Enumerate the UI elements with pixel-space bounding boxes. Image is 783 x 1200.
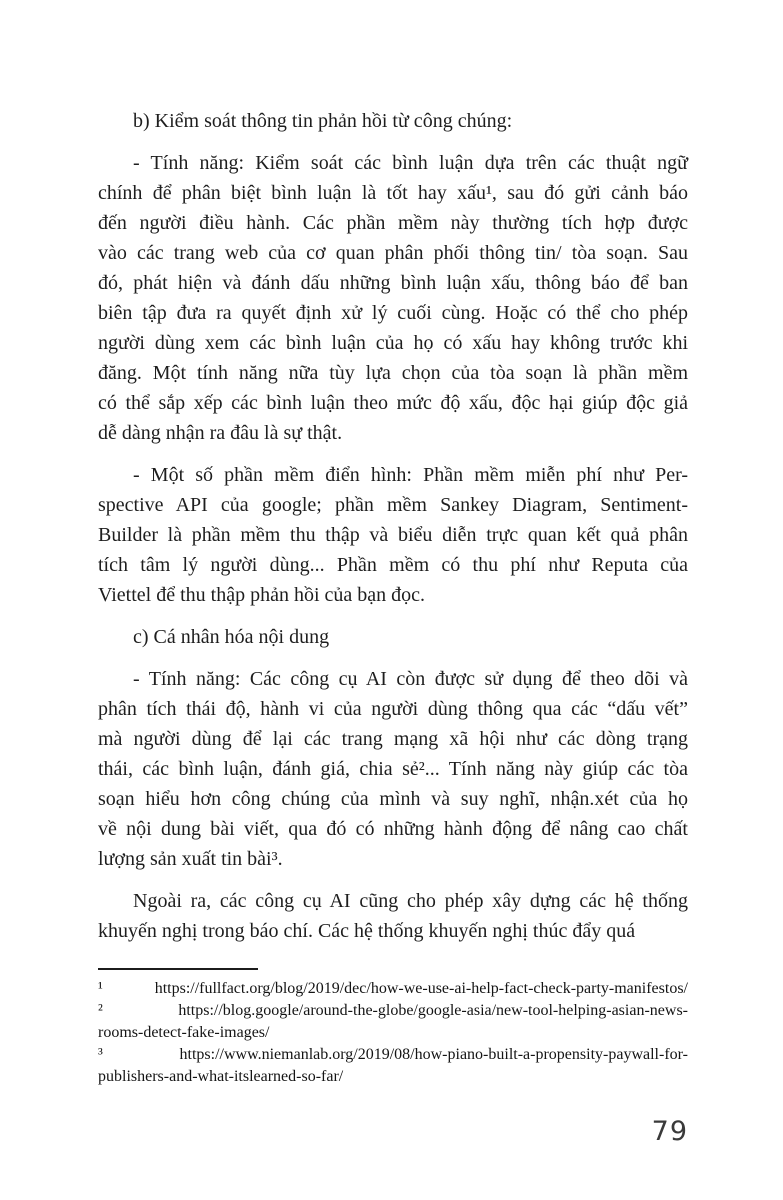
text-line: spective API của google; phần mềm Sankey Diagram, Sentiment-	[98, 494, 688, 516]
para-tinh-nang-ca-nhan-hoa	[98, 664, 688, 874]
section-c-heading	[98, 622, 688, 652]
text-line: biên tập đưa ra quyết định xử lý cuối cùng. Hoặc có thể cho phép	[98, 302, 688, 324]
text-line: dễ dàng nhận ra đâu là sự thật.	[98, 422, 343, 444]
page-number: 79	[651, 1116, 688, 1147]
text-line: Ngoài ra, các công cụ AI cũng cho phép xây dựng các hệ thống	[133, 890, 688, 912]
footnote-item	[98, 1044, 688, 1088]
section-b-heading	[98, 106, 688, 136]
footnote-separator	[98, 968, 258, 970]
text-line: - Một số phần mềm điển hình: Phần mềm miễn phí như Per-	[133, 464, 688, 486]
text-line: soạn hiểu hơn công chúng của mình và suy nghĩ, nhận.xét của họ	[98, 788, 688, 810]
footnote-line: ³ https://www.niemanlab.org/2019/08/how-piano-built-a-propensity-paywall-for-	[98, 1046, 688, 1063]
text-line: phân tích thái độ, hành vi của người dùng thông qua các “dấu vết”	[98, 698, 688, 720]
footnote-line: ² https://blog.google/around-the-globe/google-asia/new-tool-helping-asian-news-	[98, 1002, 688, 1019]
text-line: khuyến nghị trong báo chí. Các hệ thống khuyến nghị thúc đẩy quá	[98, 920, 636, 942]
text-line: - Tính năng: Kiểm soát các bình luận dựa trên các thuật ngữ	[133, 152, 688, 174]
text-line: c) Cá nhân hóa nội dung	[133, 626, 330, 648]
text-line: lượng sản xuất tin bài³.	[98, 848, 283, 870]
footnote-line: rooms-detect-fake-images/	[98, 1024, 270, 1041]
text-line: Viettel để thu thập phản hồi của bạn đọc.	[98, 584, 426, 606]
para-phan-mem-dien-hinh	[98, 460, 688, 610]
text-line: - Tính năng: Các công cụ AI còn được sử dụng để theo dõi và	[133, 668, 688, 690]
para-tinh-nang-kiem-soat-binh-luan	[98, 148, 688, 448]
footnote-item	[98, 1000, 688, 1044]
text-line: b) Kiểm soát thông tin phản hồi từ công chúng:	[133, 110, 513, 132]
text-line: đó, phát hiện và đánh dấu những bình luận xấu, thông báo để ban	[98, 272, 688, 294]
text-line: về nội dung bài viết, qua đó có những hành động để nâng cao chất	[98, 818, 688, 840]
footnote-item	[98, 978, 688, 1000]
text-line: đăng. Một tính năng nữa tùy lựa chọn của tòa soạn là phần mềm	[98, 362, 688, 384]
footnote-line: ¹ https://fullfact.org/blog/2019/dec/how-we-use-ai-help-fact-check-party-manifestos/	[98, 980, 688, 997]
footnotes	[98, 978, 688, 1088]
text-line: tích tâm lý người dùng... Phần mềm có thu phí như Reputa của	[98, 554, 688, 576]
text-line: thái, các bình luận, đánh giá, chia sẻ²... Tính năng này giúp các tòa	[98, 758, 688, 780]
text-line: mà người dùng để lại các trang mạng xã hội như các dòng trạng	[98, 728, 688, 750]
footnote-line: publishers-and-what-itslearned-so-far/	[98, 1068, 344, 1085]
text-line: vào các trang web của cơ quan phân phối thông tin/ tòa soạn. Sau	[98, 242, 688, 264]
para-ngoai-ra-khuyen-nghi	[98, 886, 688, 946]
text-line: có thể sắp xếp các bình luận theo mức độ xấu, độc hại giúp độc giả	[98, 392, 688, 414]
text-line: Builder là phần mềm thu thập và biểu diễn trực quan kết quả phân	[98, 524, 688, 546]
text-line: người dùng xem các bình luận của họ có xấu hay không trước khi	[98, 332, 688, 354]
text-line: đến người điều hành. Các phần mềm này thường tích hợp được	[98, 212, 688, 234]
body-text-container	[98, 106, 688, 958]
text-line: chính để phân biệt bình luận là tốt hay xấu¹, sau đó gửi cảnh báo	[98, 182, 688, 204]
